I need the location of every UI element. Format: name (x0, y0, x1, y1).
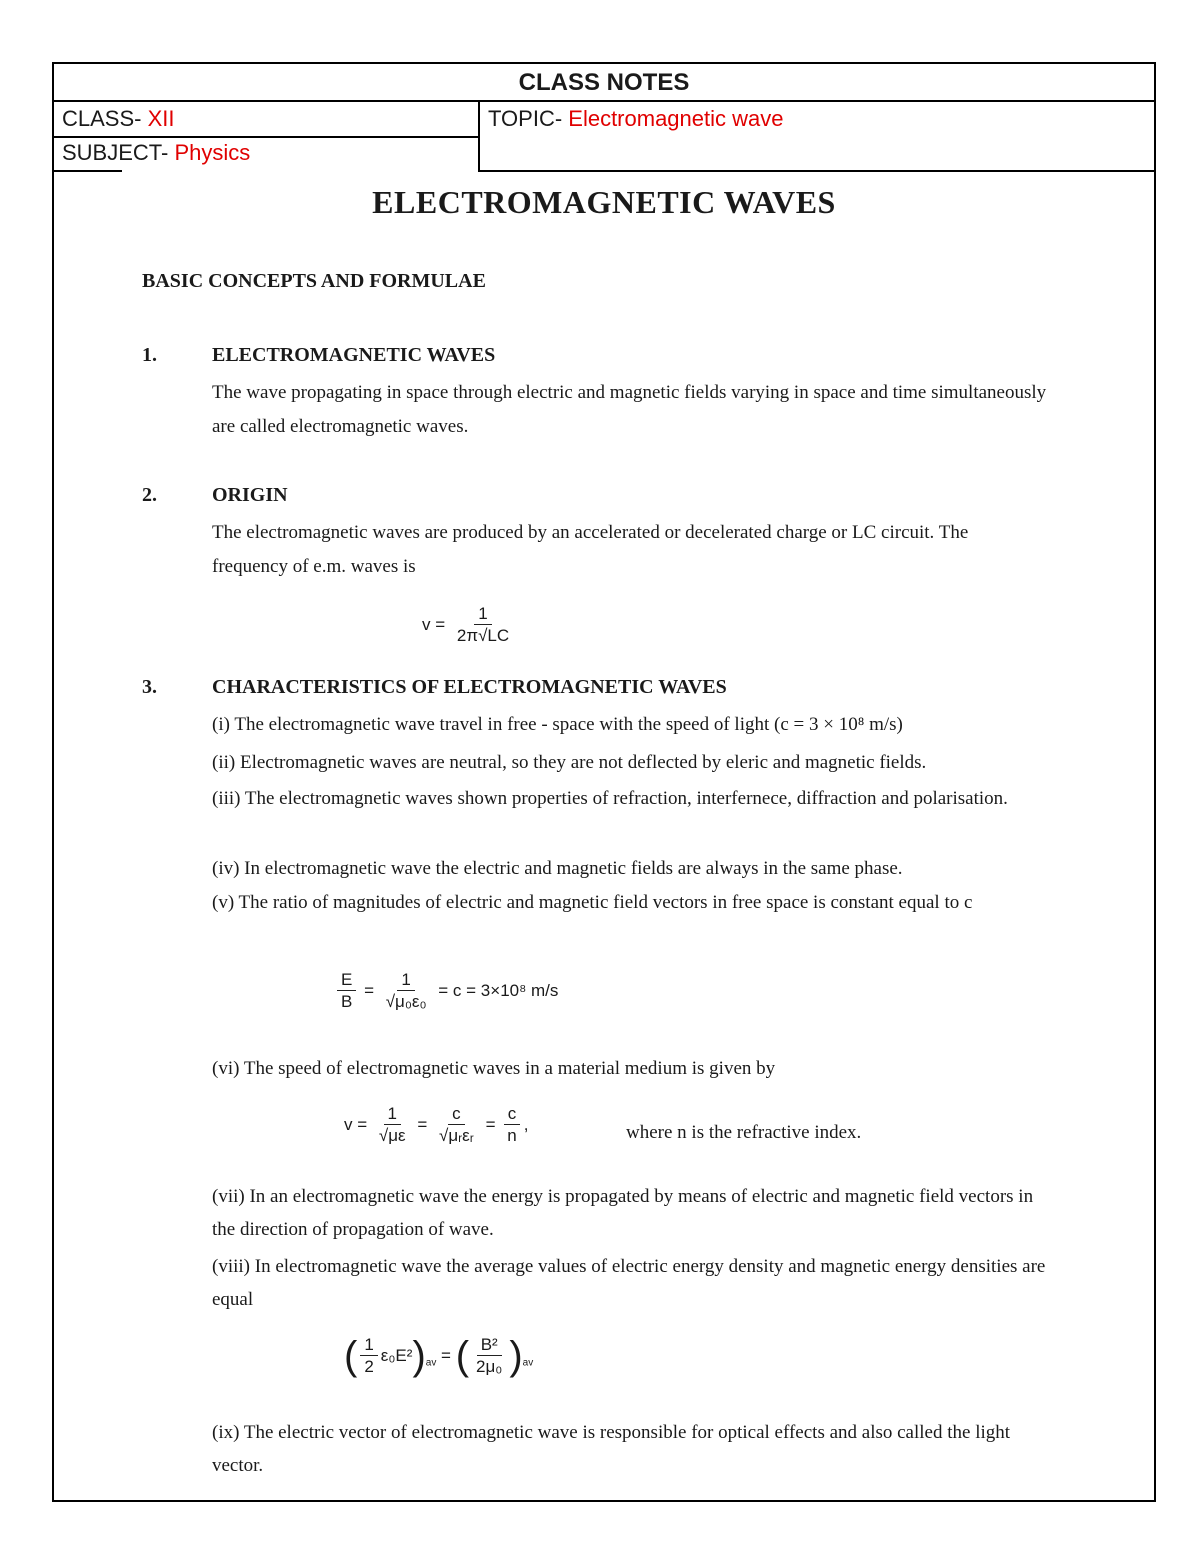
paren-open: ( (344, 1334, 358, 1378)
numerator: B² (477, 1335, 502, 1356)
class-notes-title: CLASS NOTES (54, 64, 1154, 102)
topic-label: TOPIC- (488, 106, 569, 131)
eq-text: = c = 3×10⁸ m/s (438, 980, 559, 1000)
divider (54, 136, 478, 138)
denominator: √μᵣεᵣ (438, 1126, 474, 1145)
denominator: 2π√LC (456, 626, 510, 645)
eq-text: v = (422, 614, 446, 634)
section-number: 1. (142, 344, 157, 366)
fraction (472, 1335, 506, 1378)
fraction (503, 1104, 520, 1147)
paren-close: ) (509, 1334, 523, 1378)
class-label: CLASS- (62, 106, 148, 131)
numerator: 1 (360, 1335, 377, 1356)
subject-value: Physics (174, 140, 251, 165)
paren-open: ( (455, 1334, 470, 1378)
fraction (337, 970, 356, 1013)
section-text: The electromagnetic waves are produced by an accelerated or decelerated charge or LC circuit. The frequency of e.m. waves is (212, 522, 969, 577)
fraction (382, 970, 431, 1013)
subject-label: SUBJECT- (62, 140, 175, 165)
list-item: (vi) The speed of electromagnetic waves in a material medium is given by (212, 1058, 776, 1079)
list-item: (ix) The electric vector of electromagnetic wave is responsible for optical effects and also called the light vector. (212, 1422, 1011, 1476)
divider (478, 102, 480, 172)
list-item: (vii) In an electromagnetic wave the energy is propagated by means of electric and magnetic field vectors in the direction of propagation of wave. (212, 1186, 1034, 1240)
list-item: (iv) In electromagnetic wave the electric and magnetic fields are always in the same phase. (212, 858, 903, 879)
refractive-index-note: where n is the refractive index. (626, 1122, 862, 1143)
topic-cell (480, 104, 1156, 134)
class-cell (54, 104, 478, 134)
fraction (453, 604, 513, 647)
paren-close: ) (412, 1334, 426, 1378)
numerator: c (504, 1104, 521, 1125)
section-heading: ORIGIN (212, 484, 288, 506)
numerator: 1 (384, 1104, 401, 1125)
fraction (375, 1104, 410, 1147)
eq-text: v = (344, 1114, 368, 1134)
denominator: 2 (364, 1357, 374, 1376)
list-item: (ii) Electromagnetic waves are neutral, so they are not deflected by eleric and magnetic fields. (212, 752, 927, 773)
numerator: 1 (397, 970, 414, 991)
energy-density-equation: ( $\frac{1}{2}$ $\varepsilon_0E^2)_{av}$ = ( $\frac{\text{B²}}{\text{2μ₀}}$ )$_{av}$ (344, 1334, 534, 1378)
list-item: (iii) The electromagnetic waves shown properties of refraction, interfernece, diffraction and polarisation. (212, 788, 1008, 809)
fraction (435, 1104, 478, 1147)
numerator: 1 (474, 604, 491, 625)
list-item: (i) The electromagnetic wave travel in free - space with the speed of light (c = 3 × 10⁸ m/s) (212, 714, 903, 735)
denominator: √με (378, 1126, 406, 1145)
numerator: E (337, 970, 356, 991)
ratio-equation: $\frac{E}{B}$ = $\frac{1}{\text{√μ₀ε₀}}$ = c = 3×10⁸ m/s (334, 970, 558, 1013)
section-heading: CHARACTERISTICS OF ELECTROMAGNETIC WAVES (212, 676, 727, 698)
frequency-equation (422, 604, 516, 647)
section-number: 3. (142, 676, 157, 698)
class-value: XII (147, 106, 175, 131)
numerator: c (448, 1104, 465, 1125)
denominator: B (341, 992, 353, 1011)
section-number: 2. (142, 484, 157, 506)
list-item: (viii) In electromagnetic wave the average values of electric energy density and magnetic energy densities are equal (212, 1256, 1046, 1310)
document-page (52, 62, 1156, 1502)
basic-concepts-heading: BASIC CONCEPTS AND FORMULAE (142, 270, 486, 292)
section-heading: ELECTROMAGNETIC WAVES (212, 344, 496, 366)
denominator: n (507, 1126, 517, 1145)
fraction (360, 1335, 377, 1378)
denominator: 2μ₀ (476, 1357, 503, 1376)
speed-equation: v = $\frac{1}{√\mu\varepsilon}$ = $\frac{c}{\text{√μᵣεᵣ}}$ = $\frac{c}{n}$ , (344, 1104, 529, 1145)
subscript: av (425, 1357, 437, 1369)
section-text: The wave propagating in space through electric and magnetic fields varying in space and time simultaneously are called electromagnetic waves. (212, 382, 1047, 437)
eq-text: ε₀E² (380, 1345, 413, 1365)
topic-value: Electromagnetic wave (568, 106, 784, 131)
divider (54, 170, 122, 172)
subscript: av (522, 1357, 534, 1369)
denominator: √μ₀ε₀ (385, 992, 427, 1011)
list-item: (v) The ratio of magnitudes of electric and magnetic field vectors in free space is constant equal to c (212, 892, 973, 913)
document-title: ELECTROMAGNETIC WAVES (372, 184, 836, 220)
divider (478, 170, 1156, 172)
subject-cell (54, 138, 478, 168)
